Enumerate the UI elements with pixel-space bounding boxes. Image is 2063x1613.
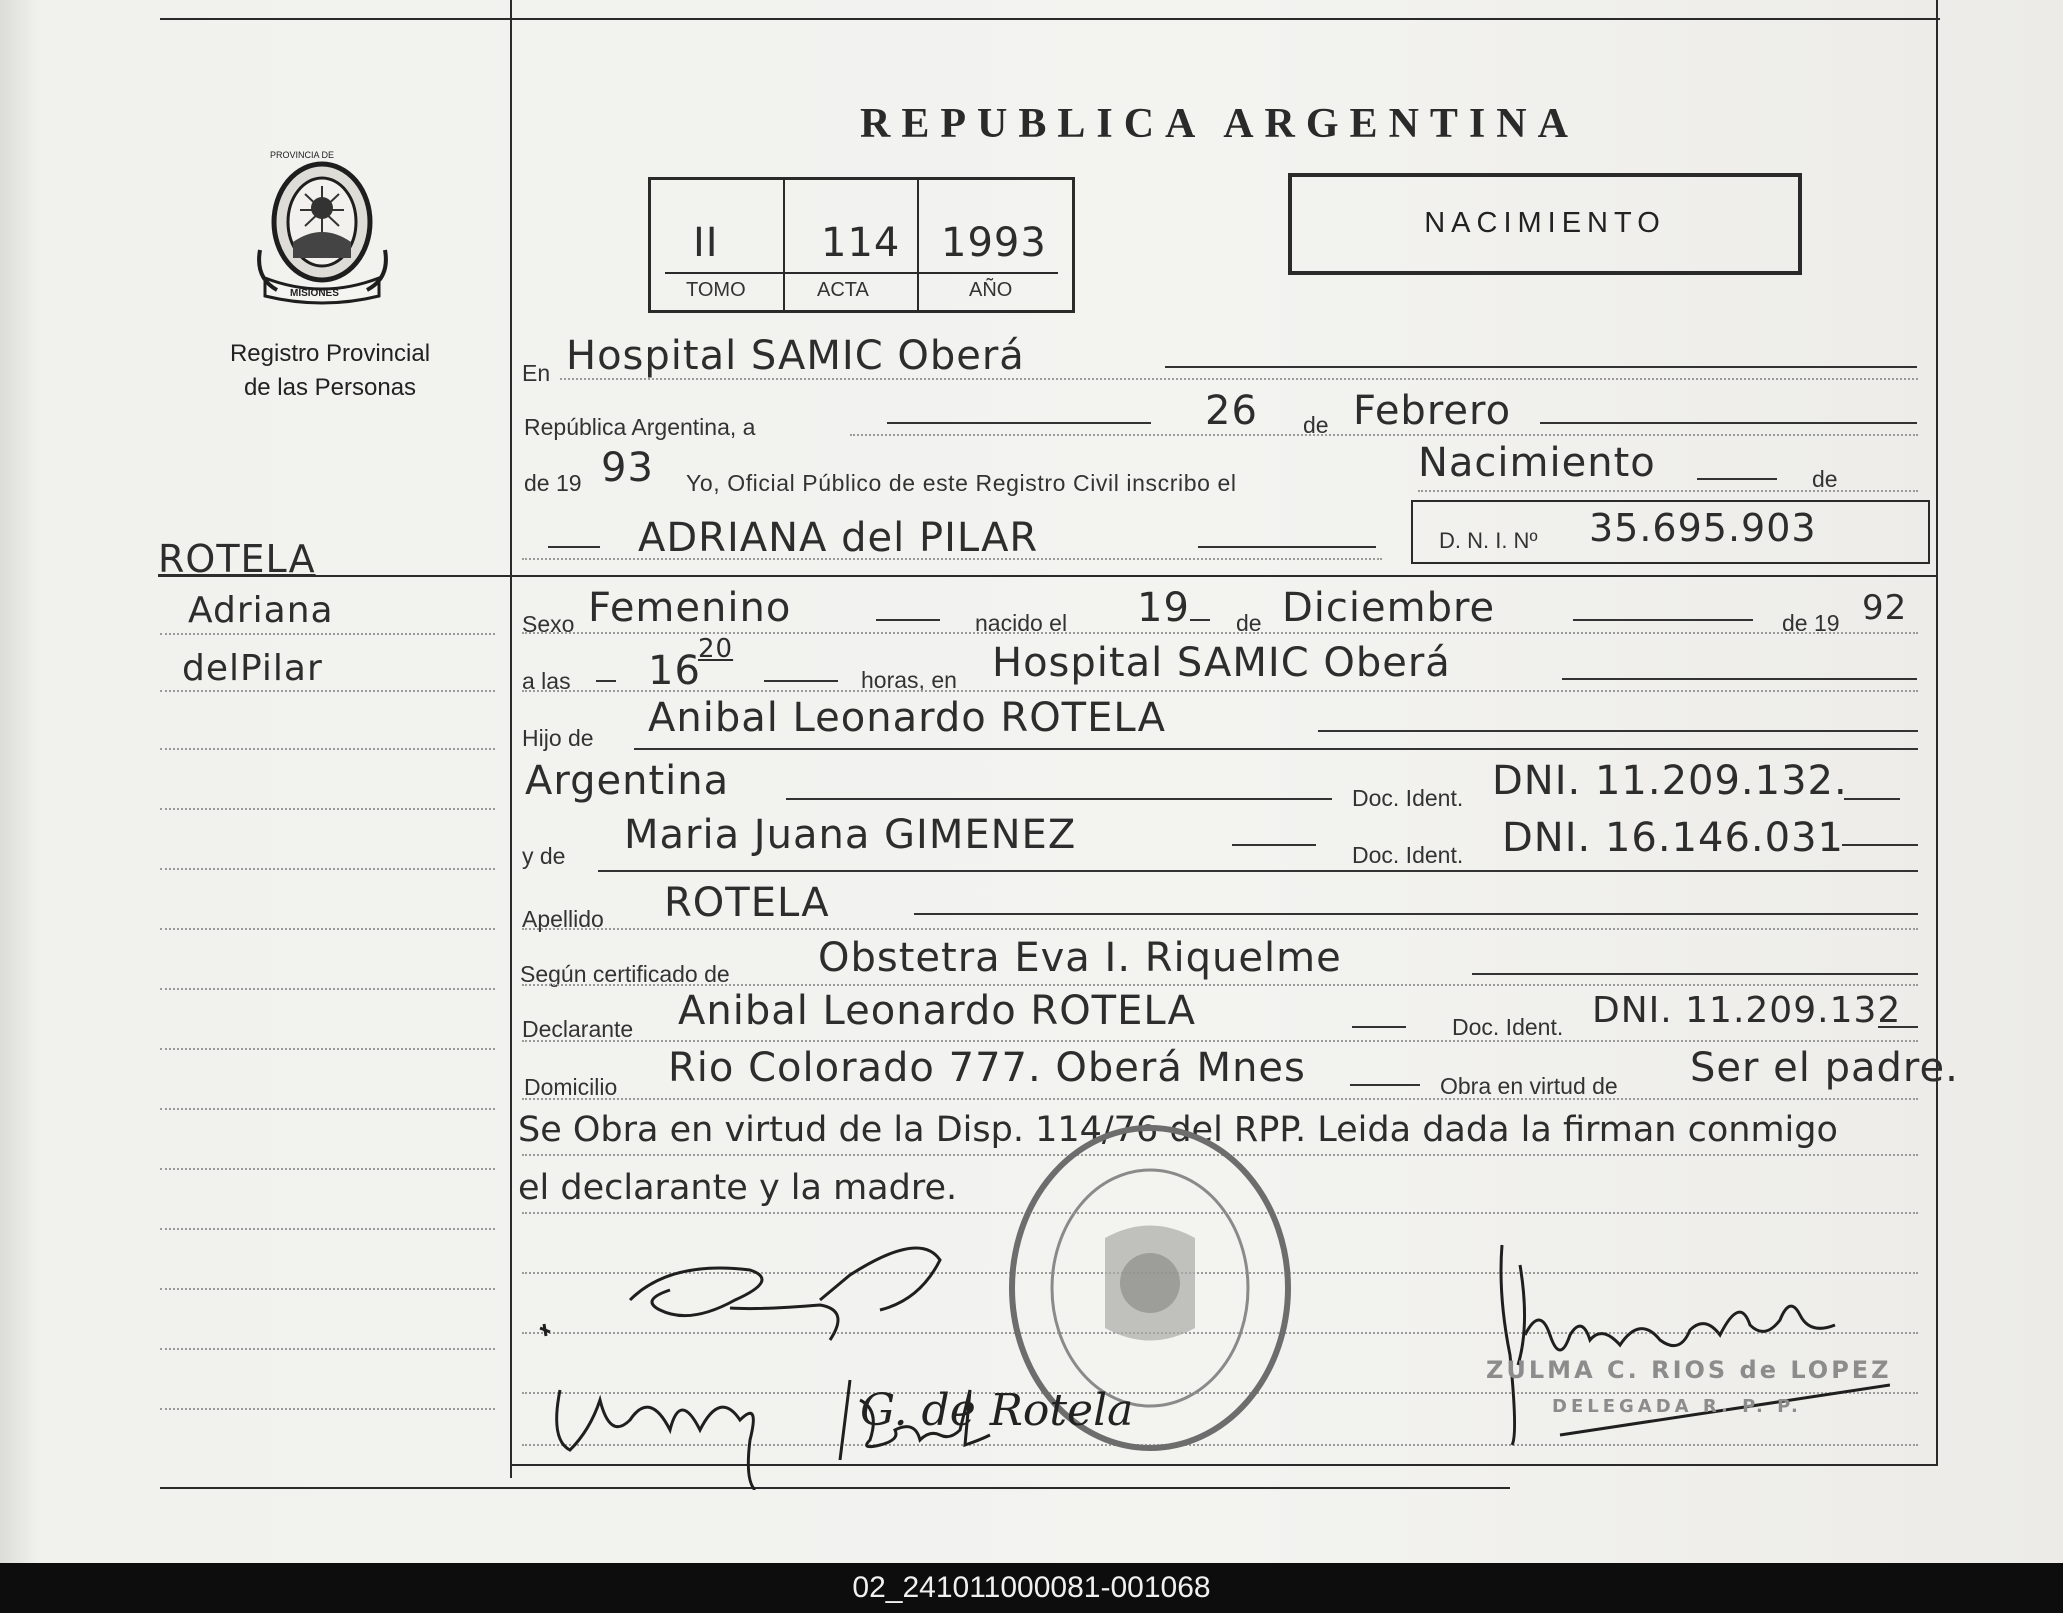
segun-value: Obstetra Eva I. Riquelme	[818, 935, 1342, 981]
official-stamp-name: ZULMA C. RIOS de LOPEZ	[1486, 1356, 1892, 1384]
declarante-label: Declarante	[522, 1016, 634, 1042]
hour-value: 16	[648, 648, 701, 694]
right-border	[1936, 0, 1938, 1466]
minutes-value: 20	[698, 634, 734, 664]
mother-signature: G. de Rotela	[860, 1385, 1134, 1436]
obra-label: Obra en virtud de	[1440, 1073, 1618, 1099]
father-doc: DNI. 11.209.132.	[1492, 758, 1848, 804]
seal-bottom-text: MISIONES	[290, 288, 339, 299]
hijo-label: Hijo de	[522, 725, 594, 751]
sexo-label: Sexo	[522, 611, 575, 637]
name-value: ADRIANA del PILAR	[638, 515, 1039, 561]
tomo-label: TOMO	[686, 279, 746, 301]
domicilio-label: Domicilio	[524, 1074, 618, 1100]
registry-name	[170, 337, 490, 405]
birth-year-suffix: 92	[1862, 588, 1908, 628]
official-signature-icon	[1490, 1235, 1890, 1455]
doc-label: Doc. Ident.	[1352, 785, 1464, 811]
margin-given-2: delPilar	[182, 648, 323, 689]
record-number-box	[648, 177, 1075, 313]
dni-box	[1411, 500, 1930, 564]
de-label-3: de	[1236, 610, 1262, 636]
oficial-text: Yo, Oficial Público de este Registro Civil inscribo el	[686, 470, 1237, 496]
margin-given-1: Adriana	[188, 590, 334, 631]
image-id-footer: 02_241011000081-001068	[0, 1563, 2063, 1613]
registry-line-1: Registro Provincial	[229, 340, 431, 367]
declarante-value: Anibal Leonardo ROTELA	[678, 988, 1196, 1034]
registry-line-2: de las Personas	[243, 374, 417, 401]
dni-value: 35.695.903	[1589, 506, 1817, 550]
note-line-1: Se Obra en virtud de la Disp. 114/76 del RPP. Leida dada la firman conmigo	[518, 1110, 1838, 1150]
anio-label: AÑO	[969, 279, 1013, 301]
top-border	[160, 18, 1940, 20]
de-label-2: de	[1812, 466, 1838, 492]
sexo-value: Femenino	[588, 585, 792, 631]
horas-label: horas, en	[861, 667, 957, 693]
act-type-label: NACIMIENTO	[1424, 207, 1666, 239]
acta-value: 114	[821, 220, 901, 266]
day-value: 26	[1205, 388, 1258, 434]
inscribe-value: Nacimiento	[1418, 440, 1656, 486]
declarante-doc: DNI. 11.209.132	[1592, 990, 1902, 1031]
yde-label: y de	[522, 843, 566, 869]
country-title: REPUBLICA ARGENTINA	[860, 101, 1579, 147]
section-divider	[160, 575, 1938, 577]
note-line-2: el declarante y la madre.	[518, 1168, 958, 1208]
mother-doc: DNI. 16.146.031	[1502, 815, 1844, 861]
de19-label: de 19	[524, 470, 582, 496]
dni-label: D. N. I. Nº	[1439, 528, 1538, 553]
anio-value: 1993	[941, 220, 1047, 266]
province-seal-icon	[255, 150, 390, 310]
birth-day: 19	[1137, 585, 1190, 631]
apellido-value: ROTELA	[664, 880, 830, 926]
en-label: En	[522, 360, 551, 386]
acta-label: ACTA	[817, 279, 869, 301]
father-value: Anibal Leonardo ROTELA	[648, 695, 1166, 741]
official-stamp-title: DELEGADA R. P. P.	[1552, 1396, 1802, 1417]
en-value: Hospital SAMIC Oberá	[566, 333, 1025, 379]
mother-value: Maria Juana GIMENEZ	[624, 812, 1077, 858]
segun-label: Según certificado de	[520, 961, 730, 987]
obra-value: Ser el padre.	[1690, 1045, 1959, 1091]
act-type-box	[1288, 173, 1802, 275]
apellido-label: Apellido	[522, 906, 604, 932]
de-label: de	[1303, 412, 1329, 438]
margin-surname: ROTELA	[158, 537, 316, 581]
year-suffix: 93	[601, 445, 654, 491]
domicilio-value: Rio Colorado 777. Oberá Mnes	[668, 1045, 1306, 1091]
father-nationality: Argentina	[525, 758, 730, 804]
declarant-signature-icon	[520, 1240, 1080, 1490]
de19b-label: de 19	[1782, 610, 1840, 636]
birth-place: Hospital SAMIC Oberá	[992, 640, 1451, 686]
doc-label-2: Doc. Ident.	[1452, 1014, 1564, 1040]
tomo-value: II	[693, 220, 719, 266]
doc-label-mother: Doc. Ident.	[1352, 842, 1464, 868]
birth-month: Diciembre	[1282, 585, 1496, 631]
month-value: Febrero	[1353, 388, 1512, 434]
alas-label: a las	[522, 668, 571, 694]
republica-label: República Argentina, a	[524, 414, 756, 440]
column-divider	[510, 0, 512, 1478]
seal-top-text: PROVINCIA DE	[270, 150, 335, 160]
nacido-label: nacido el	[975, 610, 1068, 636]
